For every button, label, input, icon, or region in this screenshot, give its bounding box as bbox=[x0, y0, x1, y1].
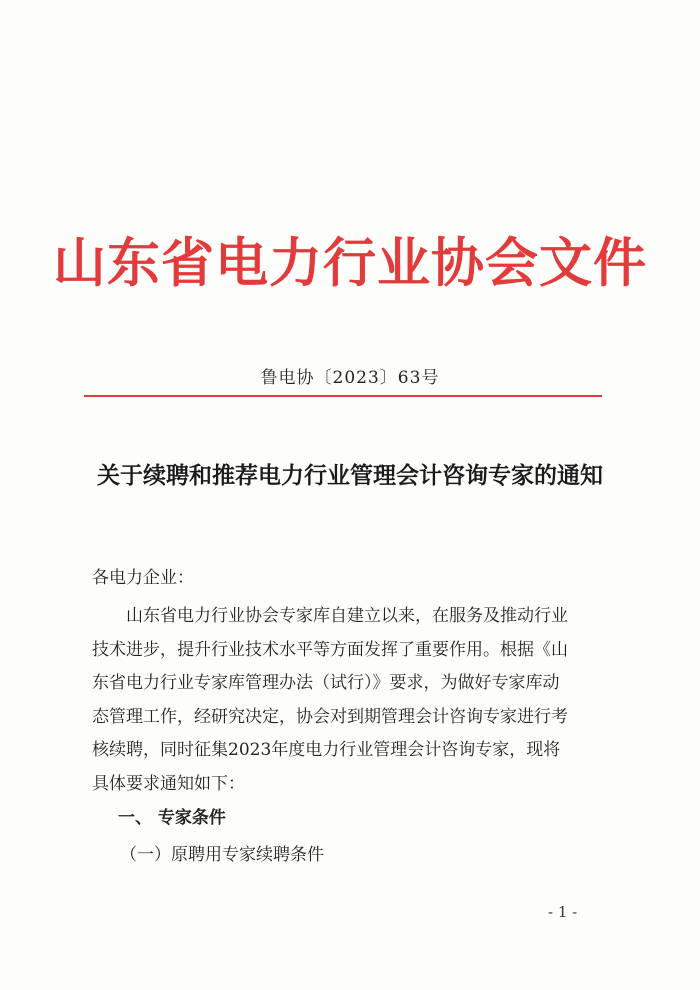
subsection-heading-1-1: （一）原聘用专家续聘条件 bbox=[120, 845, 324, 865]
page-number: - 1 - bbox=[548, 903, 578, 921]
body-line-2: 技术进步，提升行业技术水平等方面发挥了重要作用。根据《山 bbox=[92, 639, 568, 660]
body-paragraph bbox=[92, 600, 617, 802]
notice-title: 关于续聘和推荐电力行业管理会计咨询专家的通知 bbox=[97, 462, 603, 489]
body-line-5: 核续聘，同时征集2023年度电力行业管理会计咨询专家，现将 bbox=[92, 740, 561, 761]
body-line-1: 山东省电力行业协会专家库自建立以来，在服务及推动行业 bbox=[126, 606, 568, 626]
document-number: 鲁电协〔2023〕63号 bbox=[260, 368, 440, 388]
salutation: 各电力企业： bbox=[92, 568, 194, 588]
section-heading-1: 一、 专家条件 bbox=[118, 808, 226, 828]
body-line-6: 具体要求通知如下： bbox=[92, 773, 245, 794]
red-divider-line bbox=[84, 395, 602, 397]
body-line-4: 态管理工作，经研究决定，协会对到期管理会计咨询专家进行考 bbox=[92, 706, 568, 727]
document-header-title: 山东省电力行业协会文件 bbox=[53, 233, 647, 294]
body-line-3: 东省电力行业专家库管理办法（试行）》要求，为做好专家库动 bbox=[92, 673, 560, 694]
